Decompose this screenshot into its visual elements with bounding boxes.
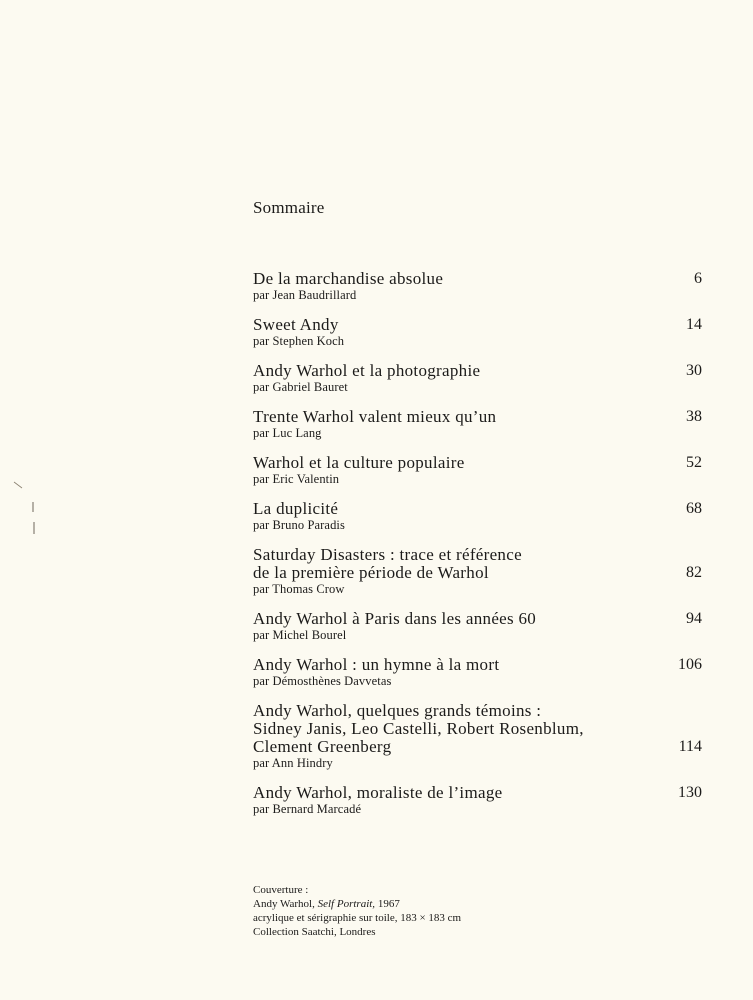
margin-scan-marks <box>10 478 40 538</box>
entry-page-number: 114 <box>678 738 702 755</box>
entry-page-number: 30 <box>686 362 702 379</box>
entry-page-number: 68 <box>686 500 702 517</box>
toc-entry <box>253 408 704 440</box>
entry-author: par Eric Valentin <box>253 472 340 486</box>
entry-title-line: Trente Warhol valent mieux qu’un <box>253 407 497 426</box>
entry-author: par Jean Baudrillard <box>253 288 357 302</box>
entry-title-line: Andy Warhol : un hymne à la mort <box>253 655 500 674</box>
credits-label: Couverture : <box>253 884 309 896</box>
entry-title-line: Clement Greenberg <box>253 737 392 756</box>
entry-page-number: 130 <box>678 784 702 801</box>
entry-title-line: De la marchandise absolue <box>253 269 444 288</box>
credits-medium: acrylique et sérigraphie sur toile, 183 × 183 cm <box>253 912 462 924</box>
entry-title-line: Andy Warhol, quelques grands témoins : <box>253 701 542 720</box>
toc-entry <box>253 546 704 596</box>
toc-entry <box>253 362 704 394</box>
entry-page-number: 14 <box>686 316 702 333</box>
credits-artist: Andy Warhol, <box>253 898 318 910</box>
entry-title <box>253 316 704 334</box>
toc-entry <box>253 784 704 816</box>
entry-title <box>253 454 704 472</box>
entry-title-line: Andy Warhol et la photographie <box>253 361 481 380</box>
entry-page-number: 6 <box>694 270 702 287</box>
entry-author: par Démosthènes Davvetas <box>253 674 392 688</box>
entry-author: par Michel Bourel <box>253 628 347 642</box>
entry-title-line: Andy Warhol à Paris dans les années 60 <box>253 609 537 628</box>
entry-title-line: La duplicité <box>253 499 339 518</box>
entry-title <box>253 610 704 628</box>
entry-page-number: 82 <box>686 564 702 581</box>
entry-title <box>253 656 704 674</box>
entry-page-number: 94 <box>686 610 702 627</box>
entry-title <box>253 362 704 380</box>
entry-author: par Thomas Crow <box>253 582 345 596</box>
entry-author: par Gabriel Bauret <box>253 380 348 394</box>
cover-credits <box>253 883 461 939</box>
credits-work-title: Self Portrait, <box>317 898 376 910</box>
scan-mark <box>14 482 22 488</box>
entry-page-number: 106 <box>678 656 702 673</box>
entry-title <box>253 784 704 802</box>
toc-entry <box>253 656 704 688</box>
entry-title-line: Andy Warhol, moraliste de l’image <box>253 783 503 802</box>
entry-title <box>253 500 704 518</box>
entry-author: par Bernard Marcadé <box>253 802 362 816</box>
entry-title <box>253 408 704 426</box>
entry-author: par Bruno Paradis <box>253 518 345 532</box>
entry-page-number: 38 <box>686 408 702 425</box>
entry-title-line: Sidney Janis, Leo Castelli, Robert Rosenblum, <box>253 719 584 738</box>
toc-entry <box>253 500 704 532</box>
credits-year: 1967 <box>375 898 400 910</box>
entry-title-line: Sweet Andy <box>253 315 339 334</box>
table-of-contents <box>253 270 704 830</box>
entry-title-line: Saturday Disasters : trace et référence <box>253 545 522 564</box>
entry-title <box>253 546 704 582</box>
entry-author: par Luc Lang <box>253 426 322 440</box>
credits-artwork <box>253 897 461 911</box>
toc-entry <box>253 270 704 302</box>
toc-entry <box>253 610 704 642</box>
toc-entry <box>253 316 704 348</box>
entry-title-line: Warhol et la culture populaire <box>253 453 465 472</box>
toc-entry <box>253 454 704 486</box>
entry-author: par Stephen Koch <box>253 334 345 348</box>
entry-title <box>253 702 704 756</box>
entry-page-number: 52 <box>686 454 702 471</box>
credits-collection: Collection Saatchi, Londres <box>253 926 376 938</box>
entry-title <box>253 270 704 288</box>
entry-author: par Ann Hindry <box>253 756 333 770</box>
page-title: Sommaire <box>253 198 325 217</box>
entry-title-line: de la première période de Warhol <box>253 563 489 582</box>
toc-entry <box>253 702 704 770</box>
